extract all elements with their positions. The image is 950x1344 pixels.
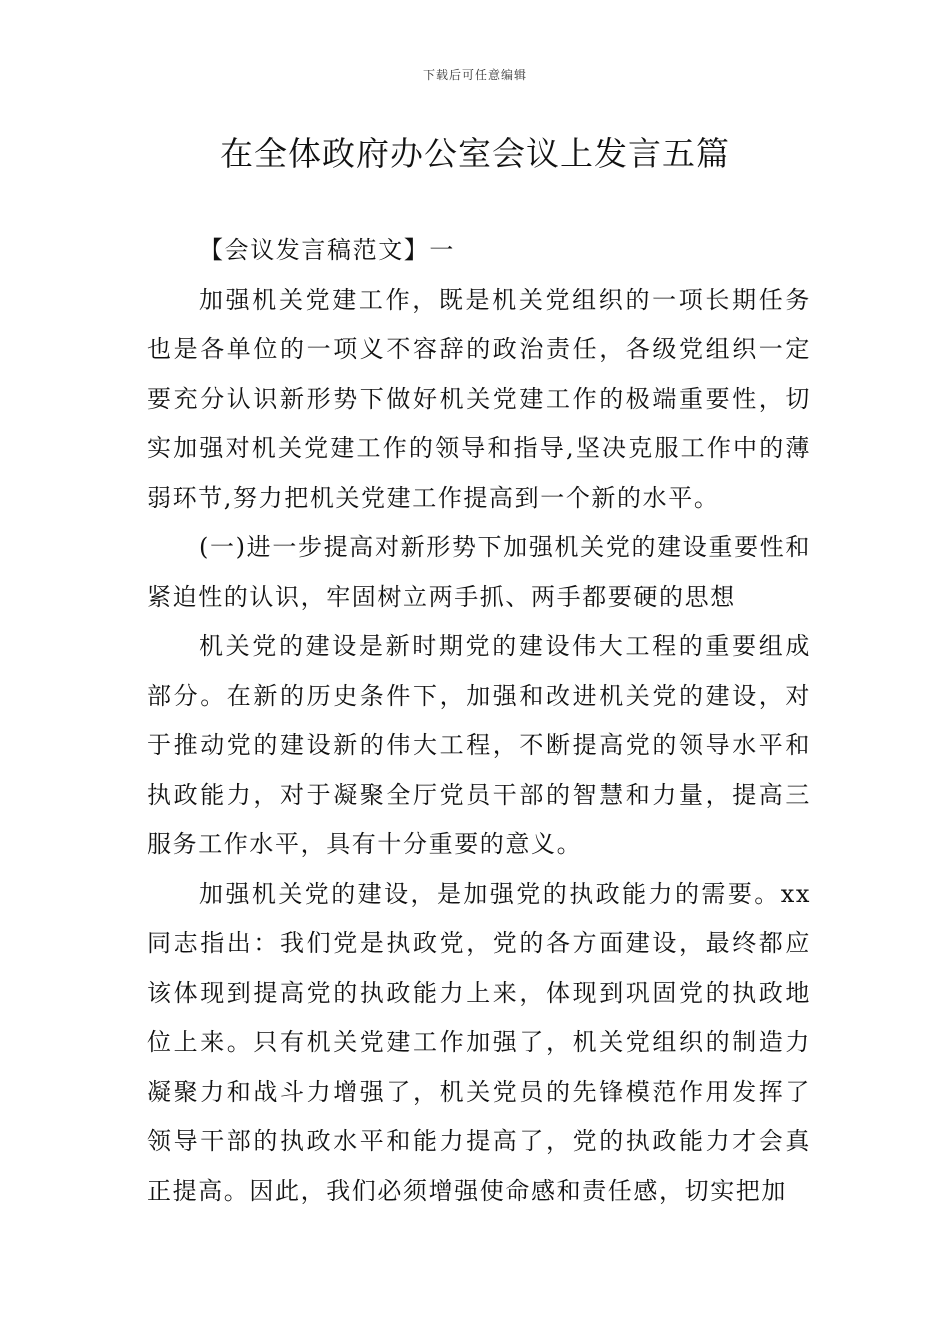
header-note: 下载后可任意编辑 [422,68,527,82]
section-heading: 【会议发言稿范文】一 [199,236,455,264]
paragraph: 加强机关党的建设，是加强党的执政能力的需要。xx同志指出：我们党是执政党，党的各方面建设，最终都应该体现到提高党的执政能力上来，体现到巩固党的执政地位上来。只有机关党建工作加强了，机关党组织的制造力凝聚力和战斗力增强了，机关党员的先锋模范作用发挥了领导干部的执政水平和能力提高了，党的执政能力才会真正提高。因此，我们必须增强使命感和责任感，切实把加 [147,879,811,1205]
paragraph: 机关党的建设是新时期党的建设伟大工程的重要组成部分。在新的历史条件下，加强和改进机关党的建设，对于推动党的建设新的伟大工程，不断提高党的领导水平和执政能力，对于凝聚全厅党员干部的智慧和力量，提高三服务工作水平，具有十分重要的意义。 [147,632,811,858]
paragraph: 加强机关党建工作，既是机关党组织的一项长期任务也是各单位的一项义不容辞的政治责任，各级党组织一定要充分认识新形势下做好机关党建工作的极端重要性，切实加强对机关党建工作的领导和指导,坚决克服工作中的薄弱环节,努力把机关党建工作提高到一个新的水平。 [147,285,811,512]
subsection-heading: (一)进一步提高对新形势下加强机关党的建设重要性和紧迫性的认识，牢固树立两手抓、两手都要硬的思想 [147,533,811,611]
document-title: 在全体政府办公室会议上发言五篇 [220,134,730,173]
document-body [147,226,811,1216]
